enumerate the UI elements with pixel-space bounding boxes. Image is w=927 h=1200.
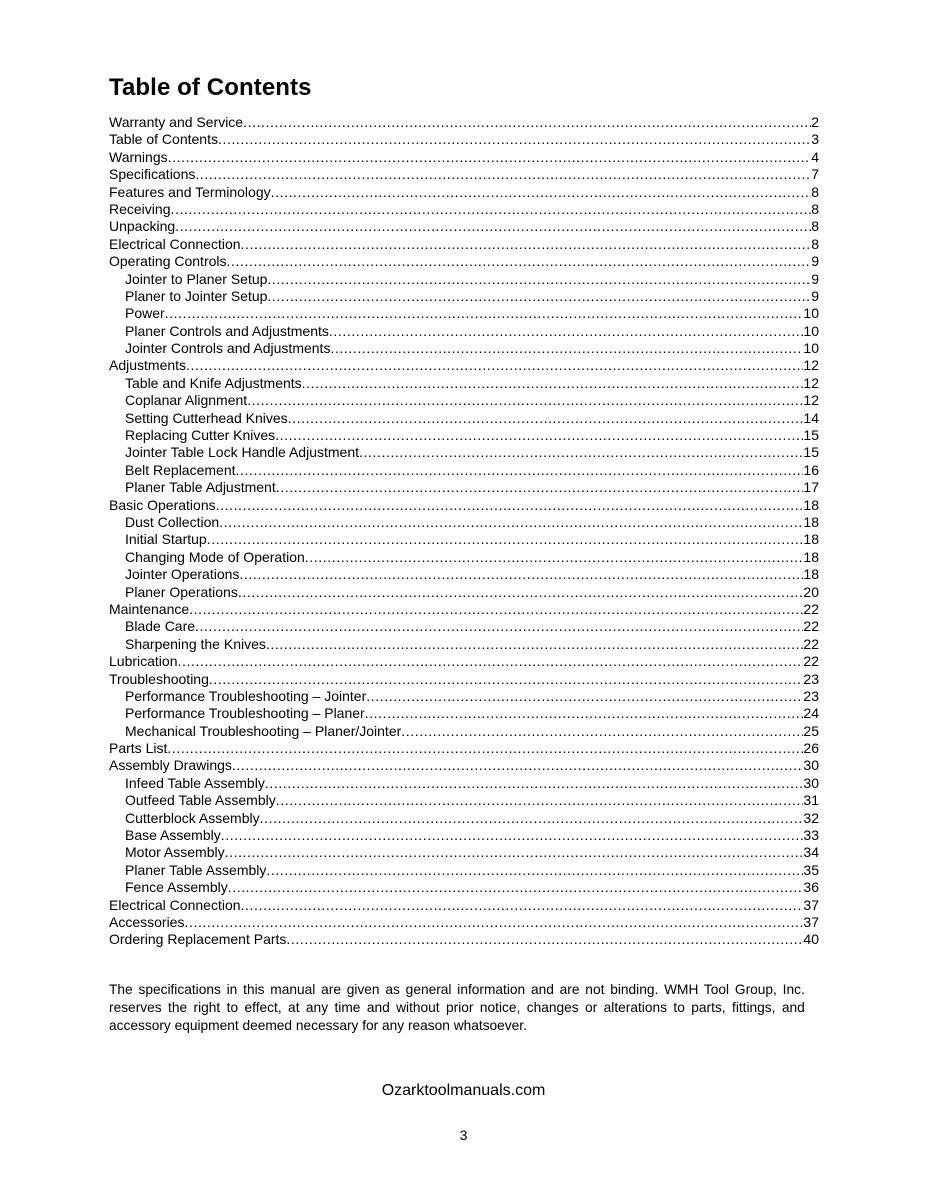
toc-entry-page-number: 18 bbox=[803, 496, 819, 513]
toc-subentry[interactable] bbox=[109, 827, 819, 844]
toc-entry-page-number: 24 bbox=[803, 705, 819, 722]
toc-subentry[interactable] bbox=[109, 444, 819, 461]
dot-leader bbox=[218, 131, 811, 148]
toc-entry-page-number: 37 bbox=[803, 913, 819, 930]
toc-entry-label: Warranty and Service bbox=[109, 114, 244, 130]
toc-entry-page-number: 18 bbox=[803, 531, 819, 548]
dot-leader bbox=[170, 201, 811, 218]
dot-leader bbox=[209, 671, 804, 688]
toc-subentry[interactable] bbox=[109, 427, 819, 444]
dot-leader bbox=[286, 931, 803, 948]
toc-entry-page-number: 14 bbox=[803, 409, 819, 426]
toc-entry-label: Planer to Jointer Setup bbox=[125, 287, 268, 304]
toc-entry-label: Mechanical Troubleshooting – Planer/Jointer bbox=[125, 722, 402, 739]
toc-subentry[interactable] bbox=[109, 844, 819, 861]
toc-entry-page-number: 10 bbox=[803, 340, 819, 357]
toc-entry-label: Parts List bbox=[109, 740, 168, 757]
toc-entry[interactable] bbox=[109, 931, 819, 948]
toc-entry-label: Electrical Connection bbox=[109, 235, 241, 252]
toc-entry-label: Base Assembly bbox=[125, 827, 221, 844]
toc-subentry[interactable] bbox=[109, 862, 819, 879]
dot-leader bbox=[232, 757, 803, 774]
dot-leader bbox=[228, 879, 804, 896]
dot-leader bbox=[275, 427, 803, 444]
toc-subentry[interactable] bbox=[109, 410, 819, 427]
toc-entry-page-number: 20 bbox=[803, 583, 819, 600]
toc-entry-page-number: 30 bbox=[803, 774, 819, 791]
toc-entry-label: Performance Troubleshooting – Planer bbox=[125, 705, 365, 722]
toc-entry-page-number: 32 bbox=[803, 809, 819, 826]
toc-entry-label: Electrical Connection bbox=[109, 896, 241, 913]
dot-leader bbox=[271, 184, 812, 201]
toc-entry-label: Motor Assembly bbox=[125, 844, 225, 861]
toc-entry-label: Replacing Cutter Knives bbox=[125, 427, 276, 444]
dot-leader bbox=[239, 566, 803, 583]
toc-entry[interactable] bbox=[109, 757, 819, 774]
toc-entry-label: Planer Operations bbox=[125, 583, 238, 600]
toc-entry[interactable] bbox=[109, 201, 819, 218]
footer-website: Ozarktoolmanuals.com bbox=[381, 1082, 546, 1099]
toc-entry[interactable] bbox=[109, 184, 819, 201]
toc-entry-label: Planer Table Assembly bbox=[125, 861, 267, 878]
toc-subentry[interactable] bbox=[109, 810, 819, 827]
toc-entry[interactable] bbox=[109, 149, 819, 166]
table-of-contents bbox=[109, 114, 819, 949]
toc-entry-label: Troubleshooting bbox=[109, 670, 209, 687]
dot-leader bbox=[266, 636, 804, 653]
dot-leader bbox=[305, 549, 804, 566]
toc-entry-page-number: 22 bbox=[803, 635, 819, 652]
toc-entry-page-number: 10 bbox=[803, 305, 819, 322]
dot-leader bbox=[168, 149, 812, 166]
toc-subentry[interactable] bbox=[109, 323, 819, 340]
toc-entry-page-number: 33 bbox=[803, 827, 819, 844]
toc-subentry[interactable] bbox=[109, 584, 819, 601]
toc-subentry[interactable] bbox=[109, 288, 819, 305]
dot-leader bbox=[266, 862, 803, 879]
toc-entry-page-number: 31 bbox=[803, 792, 819, 809]
toc-subentry[interactable] bbox=[109, 688, 819, 705]
dot-leader bbox=[221, 827, 804, 844]
toc-entry-page-number: 17 bbox=[803, 479, 819, 496]
toc-entry-label: Coplanar Alignment bbox=[125, 392, 248, 409]
toc-entry-label: Basic Operations bbox=[109, 496, 216, 513]
toc-entry-page-number: 37 bbox=[803, 896, 819, 913]
toc-entry-page-number: 22 bbox=[803, 600, 819, 617]
dot-leader bbox=[330, 340, 803, 357]
dot-leader bbox=[184, 914, 803, 931]
toc-subentry[interactable] bbox=[109, 705, 819, 722]
toc-entry-page-number: 26 bbox=[803, 740, 819, 757]
dot-leader bbox=[288, 410, 804, 427]
toc-subentry[interactable] bbox=[109, 566, 819, 583]
toc-entry-label: Jointer Controls and Adjustments bbox=[125, 340, 331, 357]
dot-leader bbox=[225, 844, 804, 861]
toc-subentry[interactable] bbox=[109, 792, 819, 809]
toc-subentry[interactable] bbox=[109, 531, 819, 548]
toc-entry[interactable] bbox=[109, 253, 819, 270]
toc-entry-page-number: 15 bbox=[803, 444, 819, 461]
dot-leader bbox=[227, 253, 812, 270]
toc-entry-page-number: 2 bbox=[811, 114, 819, 130]
dot-leader bbox=[216, 497, 804, 514]
toc-entry-label: Features and Terminology bbox=[109, 183, 271, 200]
toc-entry-page-number: 7 bbox=[811, 166, 819, 183]
dot-leader bbox=[276, 479, 804, 496]
toc-entry[interactable] bbox=[109, 671, 819, 688]
toc-entry-label: Jointer Operations bbox=[125, 566, 240, 583]
toc-entry-label: Planer Table Adjustment bbox=[125, 479, 276, 496]
dot-leader bbox=[401, 723, 803, 740]
dot-leader bbox=[241, 236, 812, 253]
toc-entry-label: Dust Collection bbox=[125, 513, 220, 530]
toc-subentry[interactable] bbox=[109, 549, 819, 566]
toc-subentry[interactable] bbox=[109, 618, 819, 635]
toc-entry[interactable] bbox=[109, 218, 819, 235]
dot-leader bbox=[195, 166, 811, 183]
toc-entry[interactable] bbox=[109, 897, 819, 914]
toc-entry-label: Fence Assembly bbox=[125, 879, 228, 896]
toc-entry-page-number: 18 bbox=[803, 548, 819, 565]
dot-leader bbox=[243, 114, 811, 131]
dot-leader bbox=[276, 792, 804, 809]
disclaimer-text: The specifications in this manual are given as general information and are not binding. WMH Tool Group, Inc. reserves the right to effect, at any time and without prior notice, changes or alterations to parts, fittings, and accessory equipment deemed necessary for any reason whatsoever. bbox=[109, 981, 805, 1033]
page-title: Table of Contents bbox=[109, 74, 312, 101]
toc-entry-label: Ordering Replacement Parts bbox=[109, 931, 287, 948]
toc-entry-page-number: 18 bbox=[803, 513, 819, 530]
toc-entry-page-number: 8 bbox=[811, 218, 819, 235]
toc-entry-label: Setting Cutterhead Knives bbox=[125, 409, 288, 426]
dot-leader bbox=[366, 688, 803, 705]
toc-entry-page-number: 23 bbox=[803, 687, 819, 704]
toc-entry-page-number: 9 bbox=[811, 253, 819, 270]
toc-entry-page-number: 10 bbox=[803, 322, 819, 339]
toc-entry-label: Unpacking bbox=[109, 218, 176, 235]
dot-leader bbox=[359, 444, 803, 461]
toc-subentry[interactable] bbox=[109, 636, 819, 653]
toc-entry-page-number: 15 bbox=[803, 427, 819, 444]
toc-subentry[interactable] bbox=[109, 514, 819, 531]
toc-entry[interactable] bbox=[109, 653, 819, 670]
toc-entry-page-number: 8 bbox=[811, 183, 819, 200]
toc-entry-page-number: 36 bbox=[803, 879, 819, 896]
toc-entry[interactable] bbox=[109, 497, 819, 514]
toc-entry[interactable] bbox=[109, 740, 819, 757]
toc-entry-page-number: 16 bbox=[803, 461, 819, 478]
dot-leader bbox=[365, 705, 804, 722]
dot-leader bbox=[189, 601, 803, 618]
toc-entry-page-number: 12 bbox=[803, 357, 819, 374]
toc-entry-label: Initial Startup bbox=[125, 531, 207, 548]
toc-entry-label: Planer Controls and Adjustments bbox=[125, 322, 329, 339]
toc-entry[interactable] bbox=[109, 601, 819, 618]
toc-entry[interactable] bbox=[109, 914, 819, 931]
dot-leader bbox=[260, 810, 804, 827]
toc-subentry[interactable] bbox=[109, 305, 819, 322]
dot-leader bbox=[167, 740, 803, 757]
dot-leader bbox=[207, 531, 804, 548]
toc-entry[interactable] bbox=[109, 357, 819, 374]
toc-entry[interactable] bbox=[109, 236, 819, 253]
toc-entry[interactable] bbox=[109, 166, 819, 183]
toc-entry-label: Assembly Drawings bbox=[109, 757, 232, 774]
toc-entry-page-number: 22 bbox=[803, 653, 819, 670]
toc-entry-label: Adjustments bbox=[109, 357, 187, 374]
toc-entry-page-number: 22 bbox=[803, 618, 819, 635]
toc-entry-page-number: 12 bbox=[803, 392, 819, 409]
toc-entry-label: Outfeed Table Assembly bbox=[125, 792, 276, 809]
toc-entry-page-number: 40 bbox=[803, 931, 819, 948]
toc-subentry[interactable] bbox=[109, 392, 819, 409]
dot-leader bbox=[267, 288, 811, 305]
toc-entry-label: Accessories bbox=[109, 913, 185, 930]
toc-entry-label: Performance Troubleshooting – Jointer bbox=[125, 687, 367, 704]
dot-leader bbox=[236, 462, 804, 479]
dot-leader bbox=[165, 305, 804, 322]
dot-leader bbox=[265, 775, 804, 792]
toc-entry-label: Table and Knife Adjustments bbox=[125, 374, 302, 391]
toc-entry-label: Power bbox=[125, 305, 165, 322]
dot-leader bbox=[238, 584, 804, 601]
dot-leader bbox=[241, 897, 804, 914]
toc-entry-page-number: 23 bbox=[803, 670, 819, 687]
dot-leader bbox=[247, 392, 803, 409]
toc-entry-label: Warnings bbox=[109, 148, 168, 165]
toc-entry-label: Receiving bbox=[109, 200, 171, 217]
page-number: 3 bbox=[459, 1127, 468, 1143]
toc-entry-label: Cutterblock Assembly bbox=[125, 809, 260, 826]
toc-entry-label: Infeed Table Assembly bbox=[125, 774, 265, 791]
toc-entry-page-number: 8 bbox=[811, 235, 819, 252]
toc-entry-page-number: 35 bbox=[803, 861, 819, 878]
toc-entry-page-number: 30 bbox=[803, 757, 819, 774]
toc-subentry[interactable] bbox=[109, 462, 819, 479]
toc-entry-label: Sharpening the Knives bbox=[125, 635, 266, 652]
toc-subentry[interactable] bbox=[109, 775, 819, 792]
toc-subentry[interactable] bbox=[109, 271, 819, 288]
toc-entry-page-number: 4 bbox=[811, 148, 819, 165]
dot-leader bbox=[195, 618, 803, 635]
toc-entry-page-number: 9 bbox=[811, 270, 819, 287]
toc-entry[interactable] bbox=[109, 131, 819, 148]
toc-entry-label: Table of Contents bbox=[109, 131, 218, 148]
toc-entry-label: Maintenance bbox=[109, 600, 190, 617]
toc-entry-page-number: 25 bbox=[803, 722, 819, 739]
dot-leader bbox=[329, 323, 804, 340]
dot-leader bbox=[267, 271, 811, 288]
toc-entry-label: Changing Mode of Operation bbox=[125, 548, 305, 565]
dot-leader bbox=[178, 653, 804, 670]
toc-entry-page-number: 18 bbox=[803, 566, 819, 583]
dot-leader bbox=[302, 375, 804, 392]
dot-leader bbox=[175, 218, 811, 235]
toc-entry-label: Jointer to Planer Setup bbox=[125, 270, 268, 287]
toc-subentry[interactable] bbox=[109, 879, 819, 896]
dot-leader bbox=[186, 357, 803, 374]
toc-subentry[interactable] bbox=[109, 479, 819, 496]
toc-entry-page-number: 12 bbox=[803, 374, 819, 391]
toc-entry-label: Belt Replacement bbox=[125, 461, 236, 478]
toc-subentry[interactable] bbox=[109, 340, 819, 357]
toc-subentry[interactable] bbox=[109, 723, 819, 740]
toc-entry-page-number: 34 bbox=[803, 844, 819, 861]
toc-subentry[interactable] bbox=[109, 375, 819, 392]
toc-entry[interactable] bbox=[109, 114, 819, 131]
toc-entry-page-number: 3 bbox=[811, 131, 819, 148]
dot-leader bbox=[219, 514, 803, 531]
toc-entry-page-number: 9 bbox=[811, 287, 819, 304]
toc-entry-page-number: 8 bbox=[811, 200, 819, 217]
toc-entry-label: Jointer Table Lock Handle Adjustment bbox=[125, 444, 359, 461]
toc-entry-label: Operating Controls bbox=[109, 253, 227, 270]
toc-entry-label: Blade Care bbox=[125, 618, 196, 635]
toc-entry-label: Specifications bbox=[109, 166, 196, 183]
toc-entry-label: Lubrication bbox=[109, 653, 178, 670]
